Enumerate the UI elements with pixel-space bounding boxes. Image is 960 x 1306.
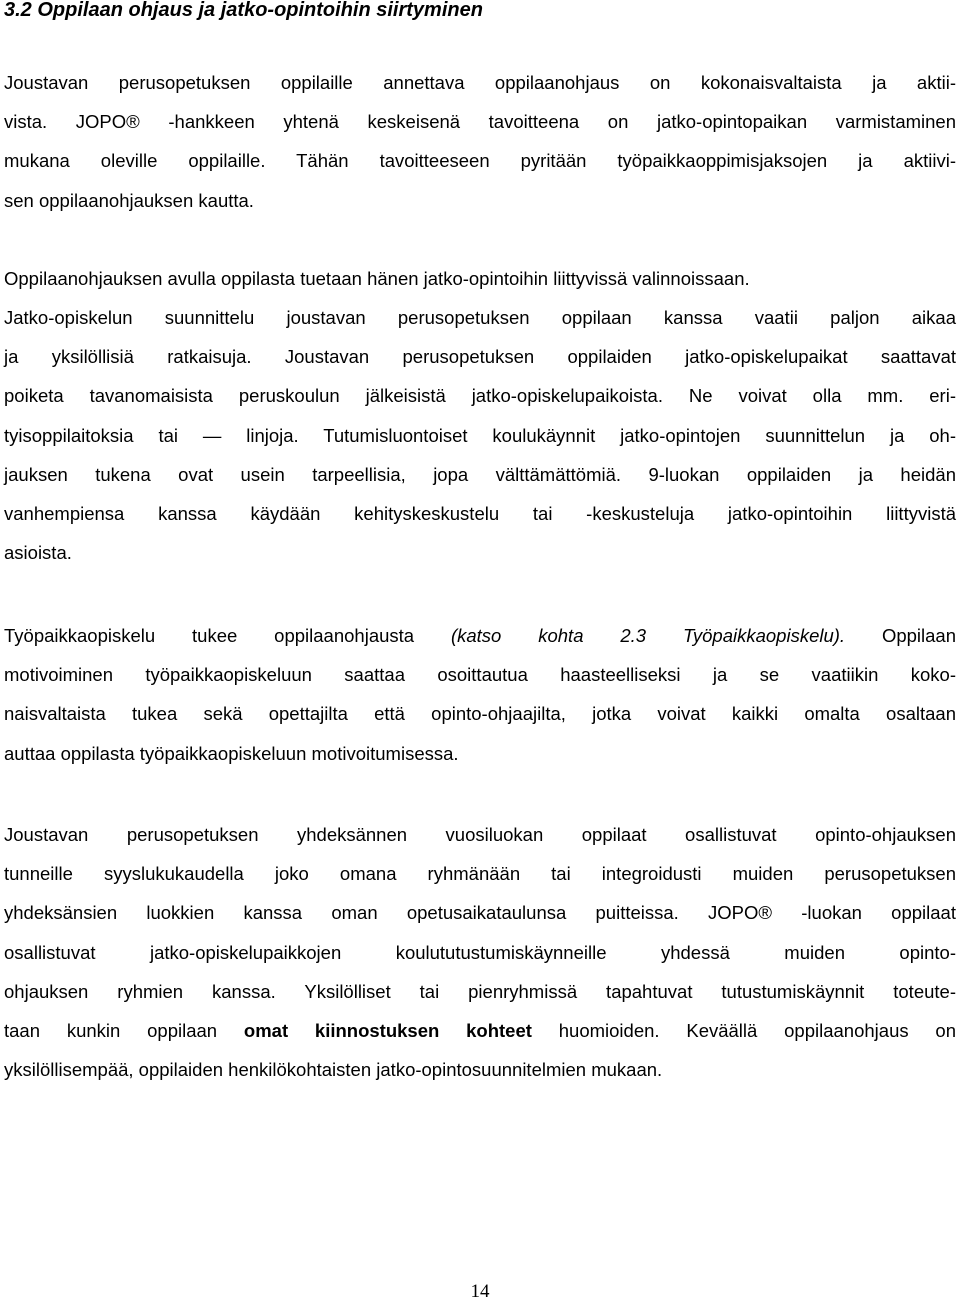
text-line: ja yksilöllisiä ratkaisuja. Joustavan perusopetuksen oppilaiden jatko-opiskelupaikat saattavat <box>4 346 956 368</box>
text-line: jauksen tukena ovat usein tarpeellisia, jopa välttämättömiä. 9-luokan oppilaiden ja heidän <box>4 463 956 485</box>
paragraph-3 <box>4 298 956 572</box>
text-line: asioista. <box>4 542 72 564</box>
text-line: motivoiminen työpaikkaopiskeluun saattaa osoittautua haasteelliseksi ja se vaatiikin koko- <box>4 664 956 686</box>
text-line: poiketa tavanomaisista peruskoulun jälkeisistä jatko-opiskelupaikoista. Ne voivat olla mm. eri- <box>4 385 956 407</box>
text-line: auttaa oppilasta työpaikkaopiskeluun motivoitumisessa. <box>4 742 459 764</box>
text-line: mukana oleville oppilaille. Tähän tavoitteeseen pyritään työpaikkaoppimisjaksojen ja aktiivi- <box>4 150 956 172</box>
text-line <box>4 1011 956 1050</box>
text-run: Työpaikkaopiskelu tukee oppilaanohjausta <box>4 625 451 646</box>
page-number: 14 <box>470 1281 490 1302</box>
text-line: osallistuvat jatko-opiskelupaikkojen koulututustumiskäynneille yhdessä muiden opinto- <box>4 941 956 963</box>
text-line: Oppilaanohjauksen avulla oppilasta tuetaan hänen jatko-opintoihin liittyvissä valinnoissaan. <box>4 268 750 289</box>
paragraph-4 <box>4 616 956 773</box>
text-line: vista. JOPO® -hankkeen yhtenä keskeisenä tavoitteena on jatko-opintopaikan varmistaminen <box>4 111 956 133</box>
paragraph-5 <box>4 815 956 1089</box>
text-run: Oppilaan <box>845 625 957 646</box>
text-line: Jatko-opiskelun suunnittelu joustavan perusopetuksen oppilaan kanssa vaatii paljon aikaa <box>4 307 956 328</box>
cross-reference: (katso kohta 2.3 Työpaikkaopiskelu). <box>450 625 846 646</box>
text-line: sen oppilaanohjauksen kautta. <box>4 189 254 211</box>
text-line: vanhempiensa kanssa käydään kehityskeskustelu tai -keskusteluja jatko-opintoihin liittyvistä <box>4 502 956 524</box>
emphasis: omat kiinnostuksen kohteet <box>243 1019 532 1041</box>
text-run: huomioiden. Keväällä oppilaanohjaus on <box>531 1019 957 1041</box>
paragraph-2 <box>4 259 956 298</box>
text-line: tyisoppilaitoksia tai — linjoja. Tutumisluontoiset koulukäynnit jatko-opintojen suunnittelun ja oh- <box>4 424 956 446</box>
text-run: taan kunkin oppilaan <box>4 1019 244 1041</box>
text-line: yhdeksänsien luokkien kanssa oman opetusaikataulunsa puitteissa. JOPO® -luokan oppilaat <box>4 902 956 924</box>
text-line: yksilöllisempää, oppilaiden henkilökohtaisten jatko-opintosuunnitelmien mukaan. <box>4 1059 663 1081</box>
text-line: tunneille syyslukukaudella joko omana ryhmänään tai integroidusti muiden perusopetuksen <box>4 863 956 885</box>
section-heading: 3.2 Oppilaan ohjaus ja jatko-opintoihin siirtyminen <box>4 0 483 21</box>
text-line: Joustavan perusopetuksen yhdeksännen vuosiluokan oppilaat osallistuvat opinto-ohjauksen <box>4 824 956 845</box>
text-line: Joustavan perusopetuksen oppilaille annettava oppilaanohjaus on kokonaisvaltaista ja aktii- <box>4 72 956 93</box>
text-line <box>4 616 956 655</box>
text-line: naisvaltaista tukea sekä opettajilta että opinto-ohjaajilta, jotka voivat kaikki omalta osaltaan <box>4 703 956 725</box>
text-line: ohjauksen ryhmien kanssa. Yksilölliset tai pienryhmissä tapahtuvat tutustumiskäynnit toteute- <box>4 980 956 1002</box>
paragraph-1 <box>4 63 956 220</box>
